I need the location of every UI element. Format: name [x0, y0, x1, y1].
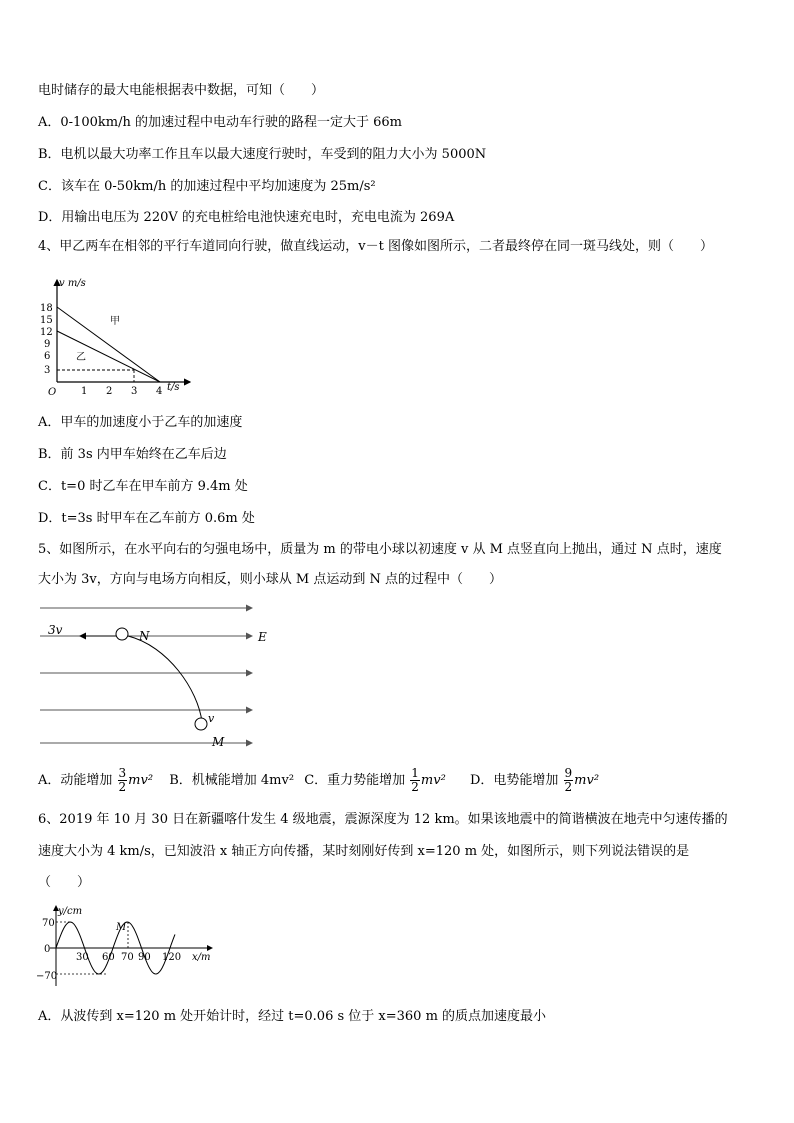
- q6-option-a: A．从波传到 x=120 m 处开始计时，经过 t=0.06 s 位于 x=360 m 的质点加速度最小: [38, 1009, 547, 1024]
- q6-xtick-90: 90: [138, 952, 151, 963]
- q5-option-c-den: 2: [411, 780, 419, 794]
- q3-stem-tail: 电时储存的最大电能根据表中数据，可知（ ）: [38, 83, 325, 98]
- q4-xtick-4: 4: [156, 386, 163, 397]
- q5-option-d-den: 2: [564, 780, 573, 794]
- q4-line-yi: [57, 331, 160, 382]
- q4-ytick-15: 15: [40, 315, 53, 326]
- q5-option-c-fraction: [410, 767, 420, 794]
- q5-label-3v: 3v: [48, 623, 63, 637]
- q4-ytick-9: 9: [44, 339, 51, 350]
- q5-stem-line1: 5、如图所示，在水平向右的匀强电场中，质量为 m 的带电小球以初速度 v 从 M 点竖直向上抛出，通过 N 点时，速度: [38, 542, 722, 557]
- q4-x-label: t/s: [167, 382, 180, 393]
- q6-stem-line1: 6、2019 年 10 月 30 日在新疆喀什发生 4 级地震，震源深度为 12 km。如果该地震中的简谐横波在地壳中匀速传播的: [38, 812, 728, 827]
- q4-ytick-12: 12: [40, 327, 53, 338]
- q4-vt-graph: [30, 270, 200, 400]
- q3-option-d: D．用输出电压为 220V 的充电桩给电池快速充电时，充电电流为 269A: [38, 210, 455, 225]
- q4-line-jia: [57, 307, 160, 382]
- q6-stem-line2: 速度大小为 4 km/s，已知波沿 x 轴正方向传播，某时刻刚好传到 x=120 m 处，如图所示，则下列说法错误的是: [38, 844, 690, 859]
- q4-ytick-6: 6: [44, 351, 51, 362]
- q5-ball-m: [195, 718, 207, 730]
- q4-origin: O: [48, 387, 57, 398]
- q5-label-v: v: [208, 712, 215, 725]
- q5-option-a-tail: mv²: [128, 773, 154, 788]
- q4-y-label: v m/s: [59, 278, 86, 289]
- q5-option-a-num: 3: [118, 766, 127, 780]
- q5-option-c-tail: mv²: [420, 773, 446, 788]
- q5-label-m: M: [212, 735, 225, 749]
- q6-xtick-120: 120: [162, 952, 182, 963]
- q5-stem-line2: 大小为 3v，方向与电场方向相反，则小球从 M 点运动到 N 点的过程中（ ）: [38, 572, 502, 587]
- q5-option-c-label: C．重力势能增加: [304, 773, 406, 788]
- q3-option-a: A．0-100km/h 的加速过程中电动车行驶的路程一定大于 66m: [38, 115, 402, 130]
- q6-xtick-30: 30: [76, 952, 89, 963]
- q4-label-jia: 甲: [110, 316, 120, 327]
- q4-ytick-3: 3: [44, 365, 51, 376]
- q6-xtick-70: 70: [121, 952, 134, 963]
- q6-x-label: x/m: [192, 952, 211, 963]
- q4-stem: 4、甲乙两车在相邻的平行车道同向行驶，做直线运动，v－t 图像如图所示，二者最终停在同一斑马线处，则（ ）: [38, 239, 713, 254]
- q5-option-a-label: A．动能增加: [38, 773, 113, 788]
- q6-xtick-60: 60: [102, 952, 115, 963]
- q6-y-label: y/cm: [58, 906, 83, 917]
- q6-label-m: M: [116, 922, 127, 933]
- q6-ytick-70: 70: [42, 918, 55, 929]
- q5-option-d-fraction: [564, 767, 574, 794]
- q4-xtick-2: 2: [106, 386, 113, 397]
- q5-ball-n: [116, 628, 128, 640]
- q4-option-c: C．t=0 时乙车在甲车前方 9.4m 处: [38, 479, 248, 494]
- q4-option-d: D．t=3s 时甲车在乙车前方 0.6m 处: [38, 511, 255, 526]
- q3-option-b: B．电机以最大功率工作且车以最大速度行驶时，车受到的阻力大小为 5000N: [38, 147, 487, 162]
- q5-label-e: E: [258, 630, 267, 644]
- q5-option-a-den: 2: [118, 780, 127, 794]
- q5-options-row: [38, 767, 599, 794]
- q5-option-d-tail: mv²: [574, 773, 600, 788]
- q5-option-d-num: 9: [564, 766, 573, 780]
- q4-ytick-18: 18: [40, 303, 53, 314]
- q3-option-c: C．该车在 0-50km/h 的加速过程中平均加速度为 25m/s²: [38, 179, 376, 194]
- q6-stem-line3: （ ）: [38, 875, 91, 890]
- q6-wave-graph: [30, 900, 220, 990]
- q5-field-figure: [40, 598, 280, 754]
- q4-option-b: B．前 3s 内甲车始终在乙车后边: [38, 447, 227, 462]
- q6-ytick-neg70: −70: [36, 971, 58, 982]
- q6-ytick-0: 0: [44, 944, 51, 955]
- q5-option-d-label: D．电势能增加: [469, 773, 559, 788]
- q5-label-n: N: [139, 629, 150, 643]
- q5-trajectory: [128, 636, 202, 722]
- q5-option-c-num: 1: [411, 766, 419, 780]
- q5-option-b: B．机械能增加 4mv²: [169, 773, 295, 788]
- q4-xtick-3: 3: [131, 386, 138, 397]
- q5-option-a-fraction: [118, 767, 128, 794]
- q4-xtick-1: 1: [81, 386, 88, 397]
- q4-option-a: A．甲车的加速度小于乙车的加速度: [38, 415, 243, 430]
- q4-label-yi: 乙: [76, 352, 86, 363]
